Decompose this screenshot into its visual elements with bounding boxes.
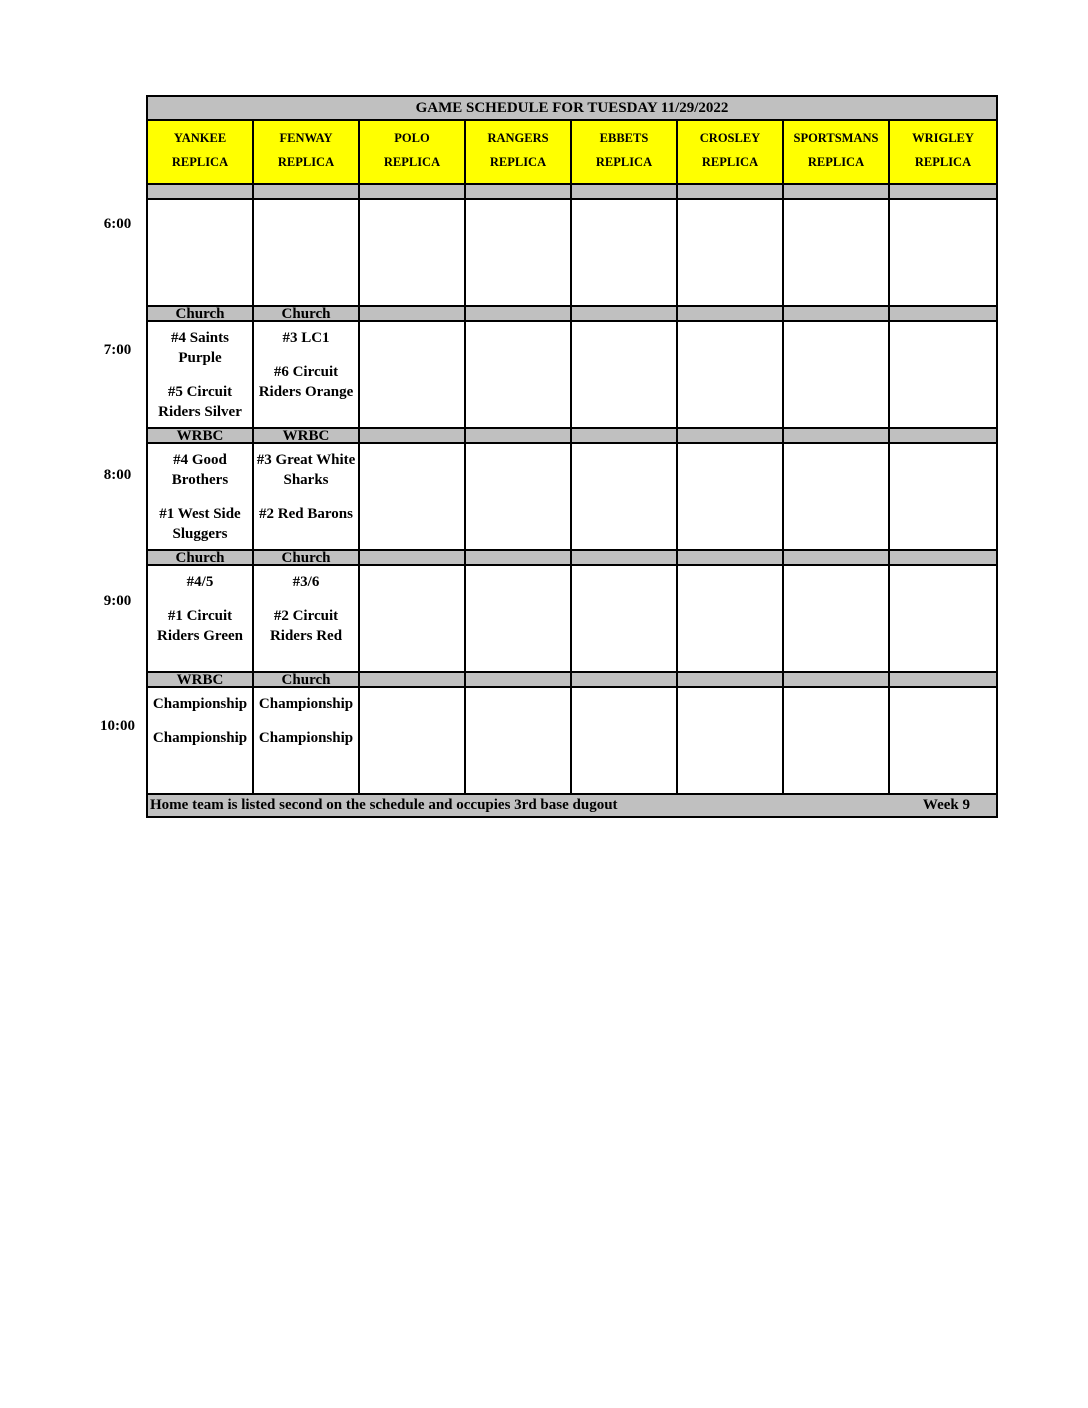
- field-name: WRIGLEY: [912, 131, 974, 146]
- field-header: [784, 121, 890, 185]
- umpire-note: [678, 429, 784, 444]
- game-row: [148, 200, 996, 307]
- game-cell: [890, 200, 996, 307]
- umpire-note: Church: [254, 307, 360, 322]
- home-team: #6 Circuit Riders Orange: [258, 364, 354, 400]
- spacer-cell: [572, 185, 678, 200]
- umpire-note: WRBC: [148, 429, 254, 444]
- schedule-table: [146, 95, 998, 818]
- game-cell: [890, 566, 996, 673]
- umpire-note: [678, 673, 784, 688]
- game-cell: [784, 322, 890, 429]
- game-cell: [148, 444, 254, 551]
- game-cell: [466, 200, 572, 307]
- game-cell: [466, 444, 572, 551]
- spacer-cell: [360, 185, 466, 200]
- field-name: CROSLEY: [699, 131, 761, 146]
- time-label: 10:00: [100, 718, 135, 734]
- game-row: [148, 566, 996, 673]
- umpire-note: [784, 429, 890, 444]
- umpire-note: WRBC: [148, 673, 254, 688]
- time-label: 7:00: [103, 342, 132, 358]
- game-cell: [360, 322, 466, 429]
- game-cell: [890, 444, 996, 551]
- home-team: Championship: [152, 730, 248, 746]
- field-header: [148, 121, 254, 185]
- game-row: [148, 688, 996, 795]
- spacer-cell: [678, 185, 784, 200]
- field-name: RANGERS: [487, 131, 549, 146]
- umpire-row: [148, 429, 996, 444]
- field-name: YANKEE: [173, 131, 227, 146]
- spacer-cell: [148, 185, 254, 200]
- umpire-note: [678, 551, 784, 566]
- game-cell: [572, 200, 678, 307]
- umpire-note: [784, 673, 890, 688]
- umpire-note: [890, 551, 996, 566]
- umpire-note: WRBC: [254, 429, 360, 444]
- game-cell: [784, 200, 890, 307]
- game-row: [148, 322, 996, 429]
- schedule-footer: [148, 795, 996, 816]
- umpire-note: [360, 307, 466, 322]
- field-replica: REPLICA: [489, 154, 547, 169]
- spacer-cell: [466, 185, 572, 200]
- umpire-note: [360, 429, 466, 444]
- visiting-team: #3 LC1: [282, 330, 330, 346]
- field-name: FENWAY: [279, 131, 333, 146]
- game-cell: [678, 444, 784, 551]
- field-header: [360, 121, 466, 185]
- umpire-note: [572, 307, 678, 322]
- field-replica: REPLICA: [171, 154, 229, 169]
- game-cell: [360, 566, 466, 673]
- game-cell: [360, 688, 466, 795]
- umpire-note: [360, 673, 466, 688]
- spacer-cell: [890, 185, 996, 200]
- game-cell: [466, 688, 572, 795]
- umpire-note: [572, 429, 678, 444]
- game-cell: [466, 322, 572, 429]
- spacer-cell: [254, 185, 360, 200]
- time-label: 6:00: [103, 216, 132, 232]
- game-cell: [572, 688, 678, 795]
- game-cell: [678, 566, 784, 673]
- game-cell: [148, 200, 254, 307]
- schedule-title: GAME SCHEDULE FOR TUESDAY 11/29/2022: [148, 97, 996, 121]
- field-replica: REPLICA: [277, 154, 335, 169]
- umpire-note: [572, 673, 678, 688]
- game-cell: [572, 444, 678, 551]
- field-replica: REPLICA: [595, 154, 653, 169]
- game-cell: [784, 566, 890, 673]
- game-cell: [254, 322, 360, 429]
- game-cell: [784, 688, 890, 795]
- field-replica: REPLICA: [701, 154, 759, 169]
- visiting-team: #4/5: [186, 574, 214, 590]
- field-name: SPORTSMANS: [793, 131, 879, 146]
- game-cell: [254, 688, 360, 795]
- home-team: #1 West Side Sluggers: [159, 506, 241, 542]
- umpire-note: Church: [148, 551, 254, 566]
- game-cell: [360, 444, 466, 551]
- spacer-cell: [784, 185, 890, 200]
- field-header-row: [148, 121, 996, 185]
- umpire-note: [466, 307, 572, 322]
- week-label: Week 9: [922, 797, 970, 813]
- game-cell: [678, 322, 784, 429]
- visiting-team: #4 Saints Purple: [171, 330, 229, 366]
- umpire-row: [148, 307, 996, 322]
- umpire-note: Church: [148, 307, 254, 322]
- game-cell: [254, 566, 360, 673]
- game-cell: [784, 444, 890, 551]
- umpire-note: [890, 307, 996, 322]
- game-cell: [890, 688, 996, 795]
- umpire-note: [360, 551, 466, 566]
- field-header: [572, 121, 678, 185]
- umpire-note: [466, 673, 572, 688]
- game-cell: [360, 200, 466, 307]
- field-name: EBBETS: [599, 131, 649, 146]
- field-header: [254, 121, 360, 185]
- umpire-note: Church: [254, 673, 360, 688]
- umpire-note: Church: [254, 551, 360, 566]
- home-team: #5 Circuit Riders Silver: [158, 384, 242, 420]
- umpire-row: [148, 673, 996, 688]
- game-cell: [572, 566, 678, 673]
- visiting-team: #3 Great White Sharks: [256, 452, 356, 488]
- field-replica: REPLICA: [383, 154, 441, 169]
- home-team: #2 Red Barons: [259, 506, 353, 522]
- visiting-team: Championship: [152, 696, 248, 712]
- umpire-note: [572, 551, 678, 566]
- game-cell: [678, 688, 784, 795]
- game-cell: [466, 566, 572, 673]
- home-team-note: Home team is listed second on the schedule and occupies 3rd base dugout: [150, 797, 618, 813]
- time-label: 9:00: [103, 593, 132, 609]
- game-cell: [148, 688, 254, 795]
- field-header: [466, 121, 572, 185]
- game-row: [148, 444, 996, 551]
- spacer-row: [148, 185, 996, 200]
- game-cell: [254, 444, 360, 551]
- umpire-note: [466, 551, 572, 566]
- game-cell: [148, 566, 254, 673]
- visiting-team: Championship: [258, 696, 354, 712]
- game-cell: [890, 322, 996, 429]
- field-header: [890, 121, 996, 185]
- umpire-note: [890, 673, 996, 688]
- game-cell: [254, 200, 360, 307]
- field-name: POLO: [394, 131, 430, 146]
- umpire-note: [678, 307, 784, 322]
- visiting-team: #3/6: [292, 574, 320, 590]
- field-header: [678, 121, 784, 185]
- umpire-note: [784, 551, 890, 566]
- umpire-note: [890, 429, 996, 444]
- home-team: #1 Circuit Riders Green: [157, 608, 243, 644]
- field-replica: REPLICA: [914, 154, 972, 169]
- visiting-team: #4 Good Brothers: [171, 452, 229, 488]
- game-cell: [678, 200, 784, 307]
- game-cell: [572, 322, 678, 429]
- game-cell: [148, 322, 254, 429]
- schedule-body: [148, 200, 996, 795]
- field-replica: REPLICA: [807, 154, 865, 169]
- umpire-row: [148, 551, 996, 566]
- home-team: #2 Circuit Riders Red: [269, 608, 343, 644]
- umpire-note: [466, 429, 572, 444]
- umpire-note: [784, 307, 890, 322]
- time-label: 8:00: [103, 467, 132, 483]
- home-team: Championship: [258, 730, 354, 746]
